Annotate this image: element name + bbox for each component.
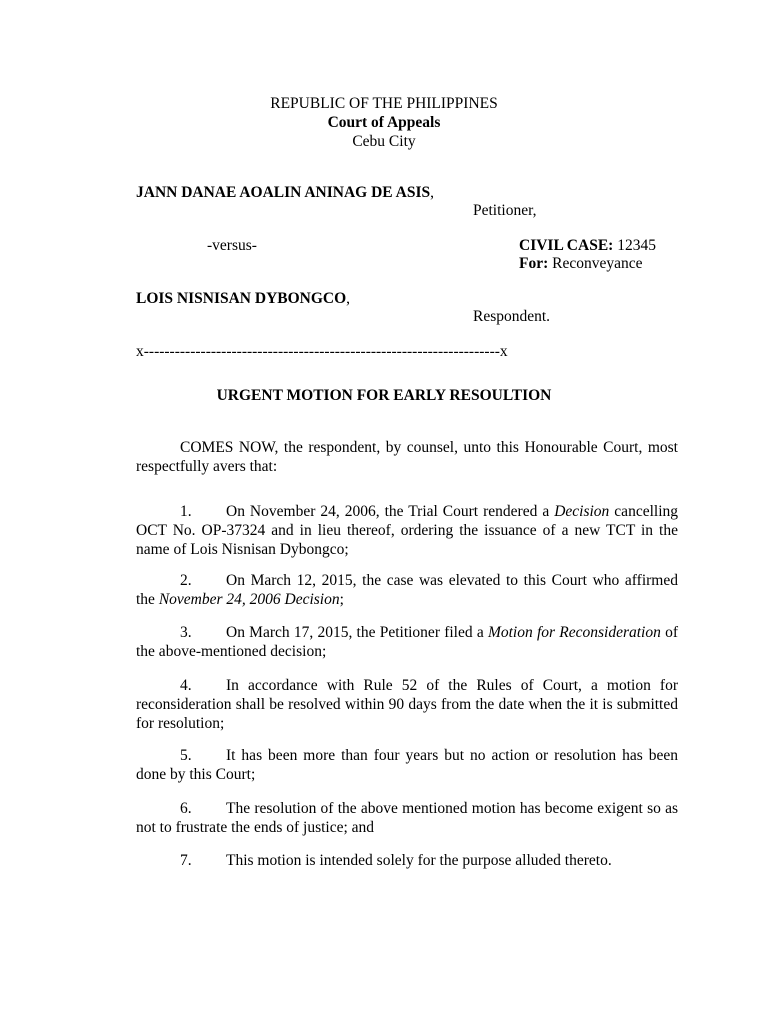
versus-label: -versus- bbox=[207, 237, 257, 254]
intro-text: COMES NOW, the respondent, by counsel, unto this Honourable Court, most respectfully avers that: bbox=[136, 439, 678, 475]
item-text: In accordance with Rule 52 of the Rules of Court, a motion for reconsideration shall be resolved within 90 days from the date when the it is submitted for resolution; bbox=[136, 677, 678, 732]
item-text: It has been more than four years but no action or resolution has been done by this Court; bbox=[136, 747, 678, 783]
item-text-tail: ; bbox=[339, 591, 344, 608]
caption-separator: x---------------------------------------------------------------------x bbox=[136, 343, 508, 360]
item-italic: Motion for Reconsideration bbox=[487, 624, 661, 641]
item-text: On March 12, 2015, the case was elevated to this Court who affirmed the bbox=[136, 572, 678, 608]
list-item bbox=[136, 676, 678, 733]
item-text: On March 17, 2015, the Petitioner filed a bbox=[226, 624, 488, 641]
item-number: 6. bbox=[180, 800, 192, 817]
item-number: 7. bbox=[180, 852, 192, 869]
item-text: On November 24, 2006, the Trial Court rendered a bbox=[226, 503, 555, 520]
item-text-tail: of the above-mentioned decision; bbox=[136, 624, 678, 660]
republic-heading: REPUBLIC OF THE PHILIPPINES bbox=[270, 95, 498, 112]
petitioner-role: Petitioner, bbox=[473, 202, 537, 219]
case-number: 12345 bbox=[617, 237, 656, 254]
list-item bbox=[136, 851, 678, 870]
list-item bbox=[136, 571, 678, 609]
respondent-line: LOIS NISNISAN DYBONGCO, bbox=[136, 290, 351, 307]
motion-title: URGENT MOTION FOR EARLY RESOULTION bbox=[216, 387, 552, 404]
intro-paragraph bbox=[136, 438, 678, 476]
petitioner-line: JANN DANAE AOALIN ANINAG DE ASIS, bbox=[136, 184, 434, 201]
list-item bbox=[136, 746, 678, 784]
item-number: 1. bbox=[180, 503, 192, 520]
respondent-role: Respondent. bbox=[473, 308, 551, 325]
list-item bbox=[136, 502, 678, 559]
court-name: Court of Appeals bbox=[327, 114, 441, 131]
court-city: Cebu City bbox=[352, 133, 416, 150]
item-text-tail: cancelling OCT No. OP-37324 and in lieu thereof, ordering the issuance of a new TCT in the name of Lois Nisnisan Dybongco; bbox=[136, 503, 678, 558]
item-text: This motion is intended solely for the purpose alluded thereto. bbox=[226, 852, 612, 869]
list-item bbox=[136, 623, 678, 661]
item-number: 2. bbox=[180, 572, 192, 589]
item-number: 4. bbox=[180, 677, 192, 694]
case-for-line bbox=[519, 254, 643, 273]
item-text: The resolution of the above mentioned motion has become exigent so as not to frustrate the ends of justice; and bbox=[136, 800, 678, 836]
case-label: CIVIL CASE: bbox=[519, 237, 614, 254]
item-italic: November 24, 2006 Decision bbox=[158, 591, 340, 608]
case-number-line bbox=[519, 236, 656, 255]
petitioner-name: JANN DANAE AOALIN ANINAG DE ASIS bbox=[136, 184, 431, 201]
list-item bbox=[136, 799, 678, 837]
for-value: Reconveyance bbox=[552, 255, 643, 272]
item-italic: Decision bbox=[554, 503, 610, 520]
for-label: For: bbox=[519, 255, 549, 272]
item-number: 3. bbox=[180, 624, 192, 641]
item-number: 5. bbox=[180, 747, 192, 764]
respondent-name: LOIS NISNISAN DYBONGCO bbox=[136, 290, 347, 307]
